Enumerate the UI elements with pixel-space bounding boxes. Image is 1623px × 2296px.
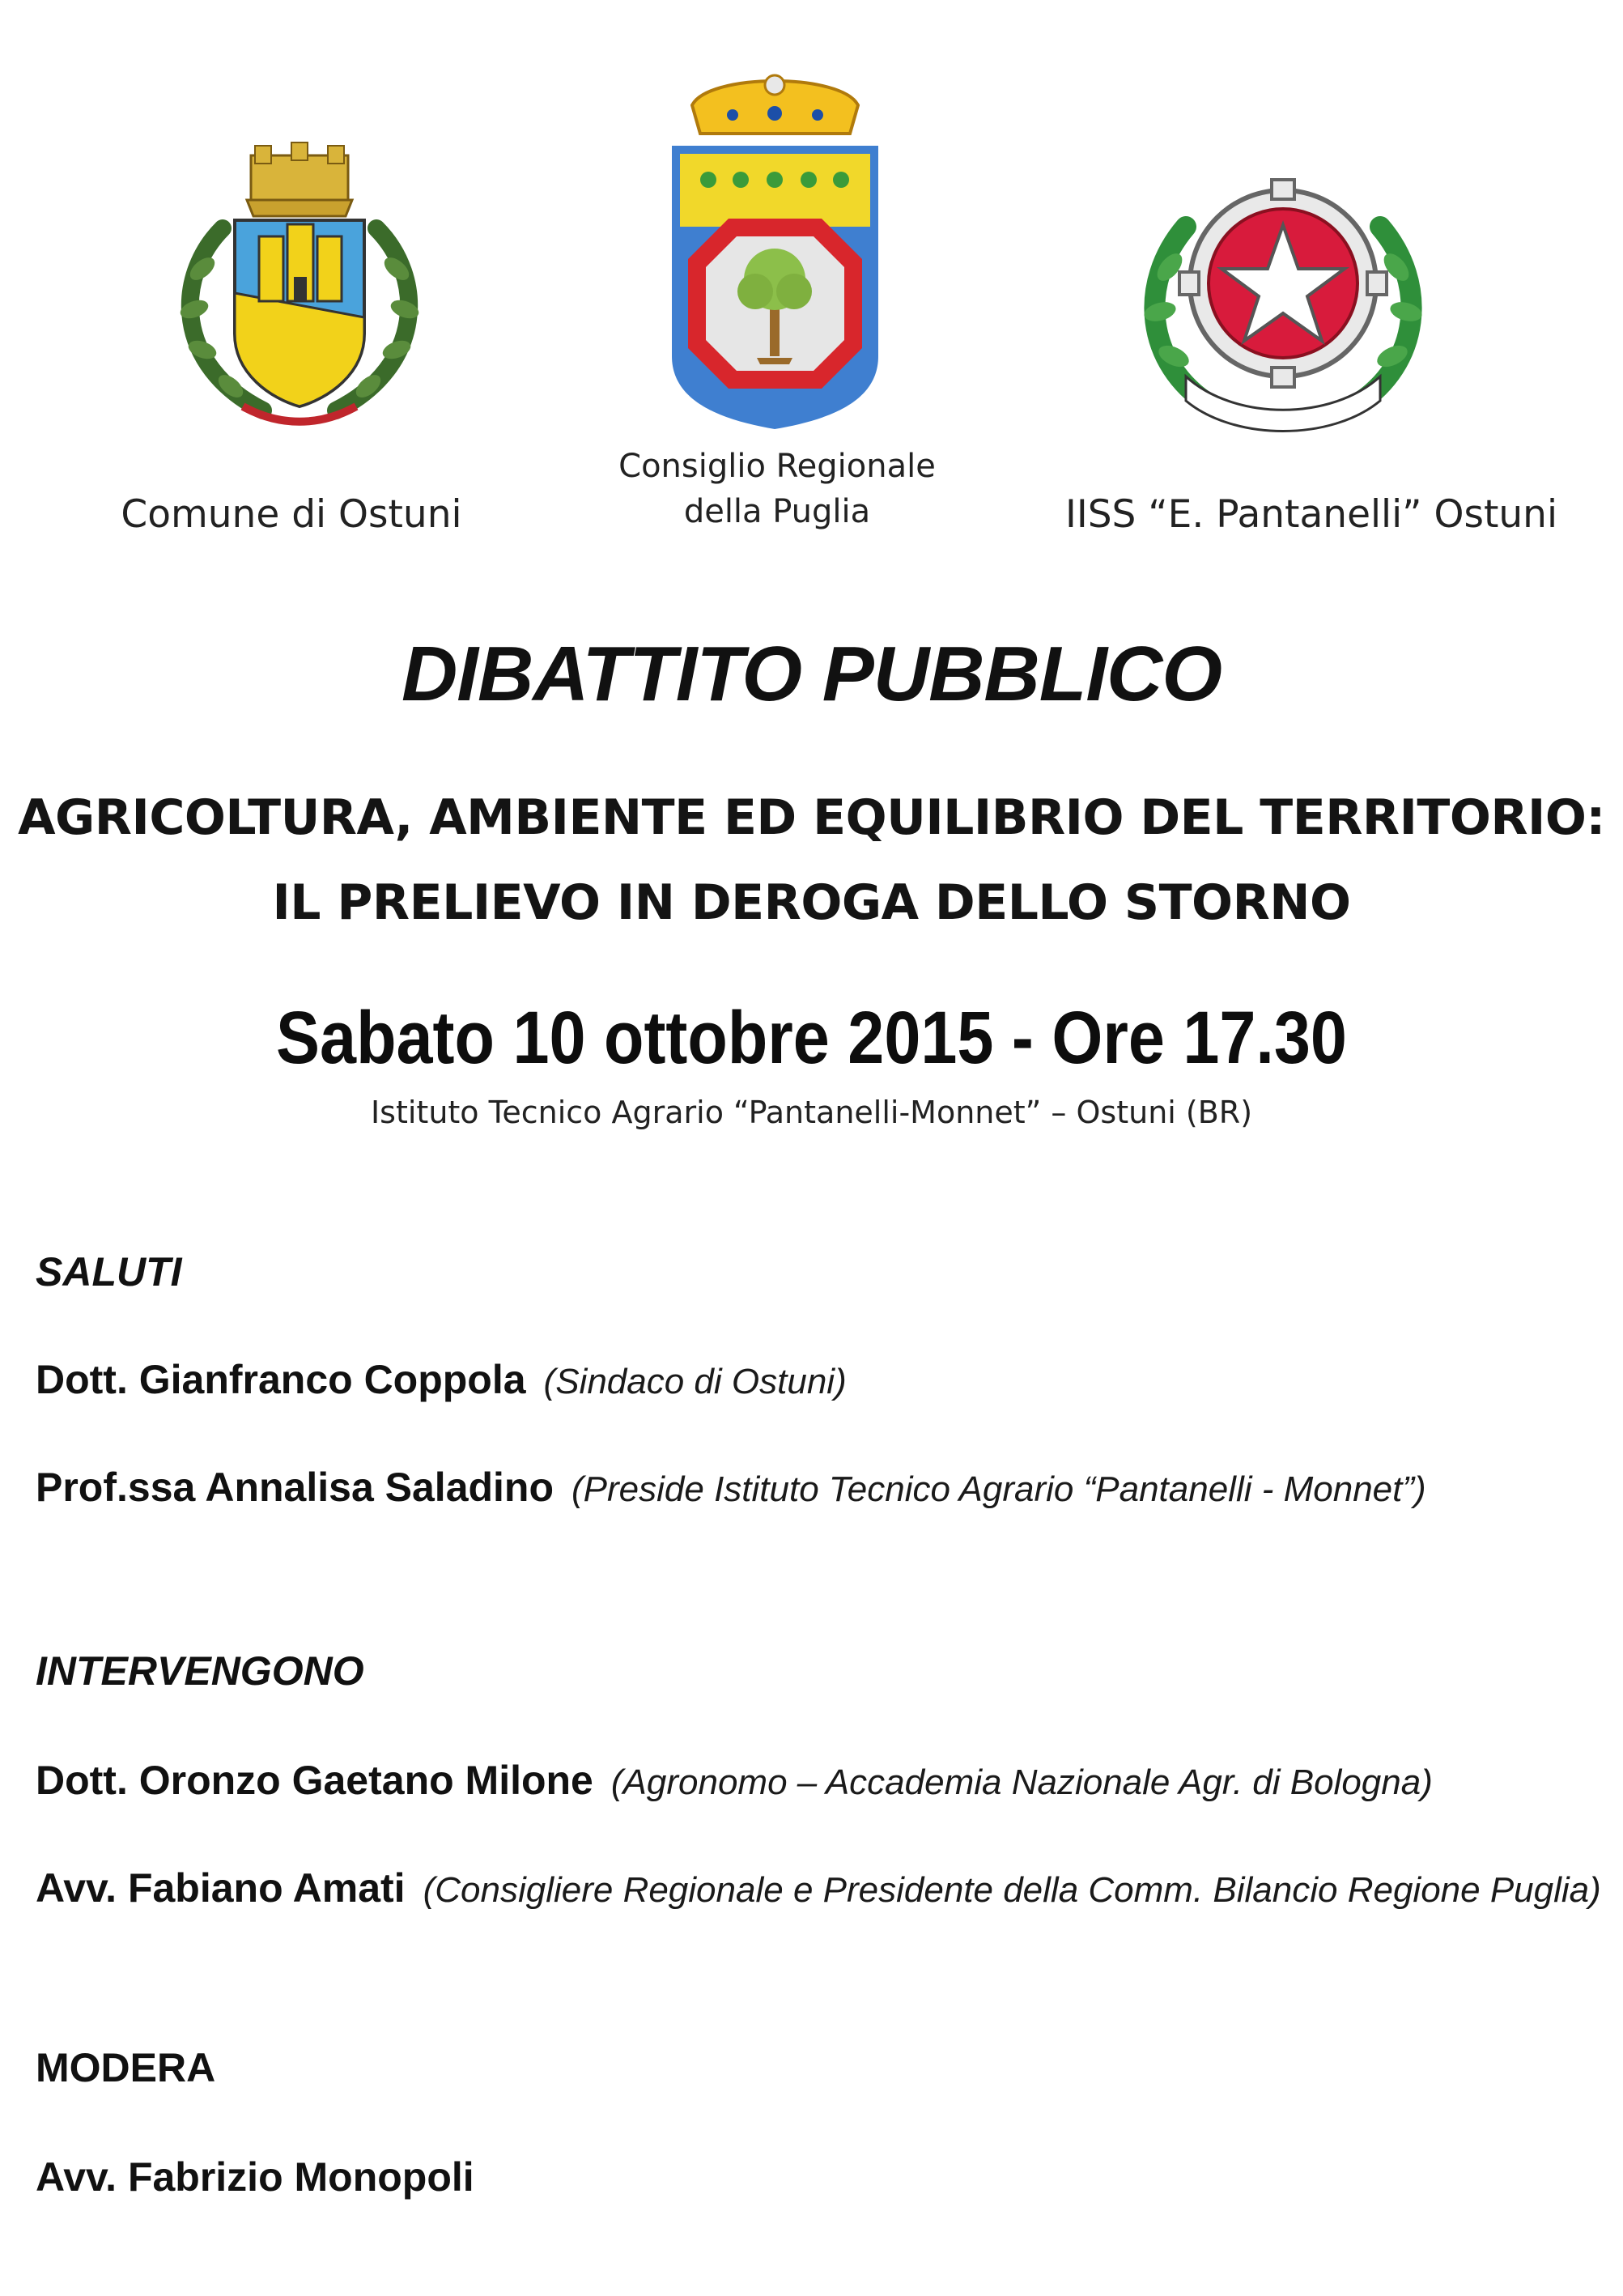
repubblica-italiana-emblem-icon [1137,162,1429,437]
speaker-name: Dott. Oronzo Gaetano Milone [36,1758,593,1803]
logo-caption-consiglio-line1: Consiglio Regionale [618,448,936,485]
speaker-role: (Agronomo – Accademia Nazionale Agr. di Bologna) [610,1762,1433,1802]
comune-di-ostuni-coat-of-arms-icon [166,139,433,439]
speaker-name: Prof.ssa Annalisa Saladino [36,1465,554,1510]
speaker-role: (Preside Istituto Tecnico Agrario “Pantanelli - Monnet”) [571,1469,1426,1509]
speaker-name: Dott. Gianfranco Coppola [36,1357,526,1402]
moderator-name: Avv. Fabrizio Monopoli [36,2154,474,2200]
event-venue: Istituto Tecnico Agrario “Pantanelli-Monnet” – Ostuni (BR) [370,1095,1253,1130]
event-datetime: Sabato 10 ottobre 2015 - Ore 17.30 [276,997,1347,1079]
logo-caption-comune: Comune di Ostuni [121,492,462,537]
speaker-row [36,1464,1426,1511]
speaker-row [36,1356,847,1403]
section-heading-intervengono: INTERVENGONO [36,1648,364,1694]
section-heading-saluti: SALUTI [36,1249,182,1295]
consiglio-regionale-puglia-emblem-icon [660,57,890,437]
logo-caption-consiglio-line2: della Puglia [683,493,871,530]
event-subtitle-line2: IL PRELIEVO IN DEROGA DELLO STORNO [272,874,1351,931]
speaker-name: Avv. Fabiano Amati [36,1865,406,1911]
speaker-row [36,1757,1433,1804]
page-title: DIBATTITO PUBBLICO [401,631,1222,717]
logo-caption-iiss: IISS “E. Pantanelli” Ostuni [1064,492,1558,537]
logo-caption-consiglio [583,444,971,534]
moderator-row [36,2154,474,2200]
speaker-role: (Sindaco di Ostuni) [543,1362,847,1401]
speaker-row [36,1864,1601,1911]
speaker-role: (Consigliere Regionale e Presidente della Comm. Bilancio Regione Puglia) [423,1870,1601,1910]
event-subtitle-line1: AGRICOLTURA, AMBIENTE ED EQUILIBRIO DEL TERRITORIO: [18,789,1605,846]
section-heading-modera: MODERA [36,2045,216,2090]
